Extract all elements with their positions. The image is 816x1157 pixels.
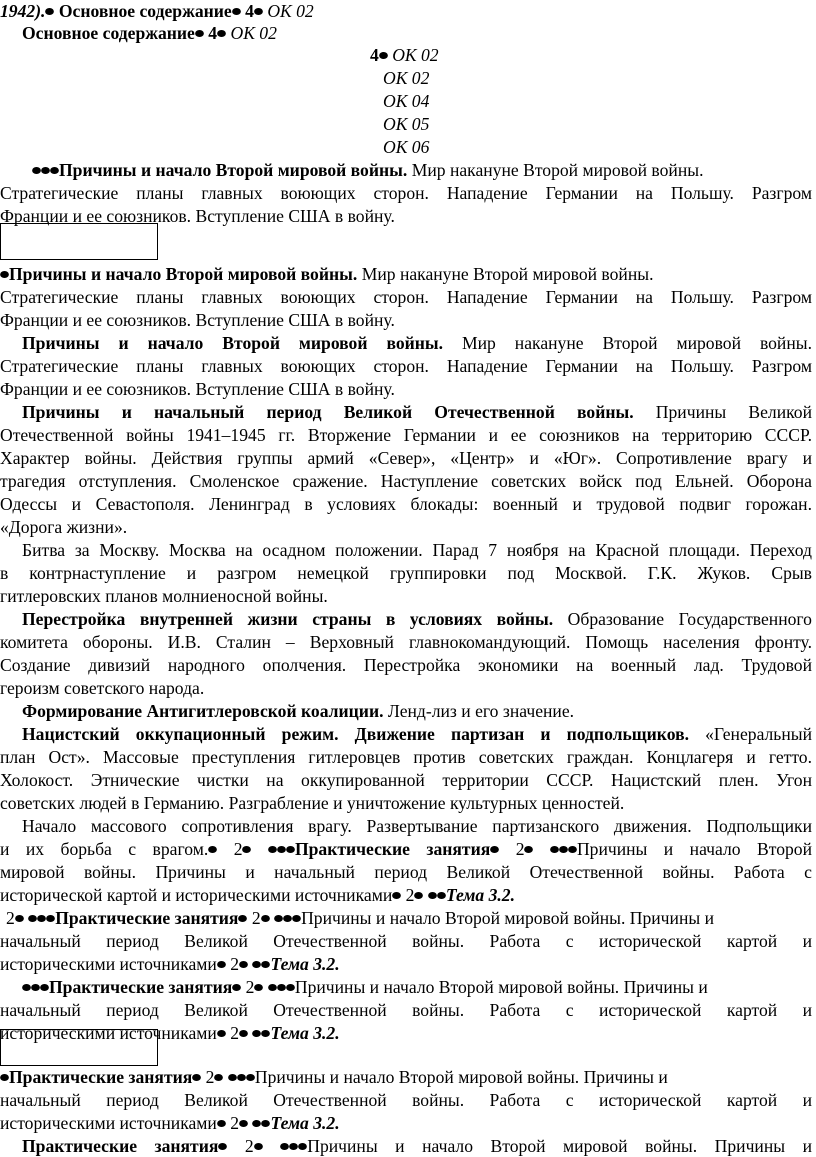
resistance-line-3: мировой войны. Причины и начальный период Великой Отечественной войны. Работа с — [0, 862, 812, 882]
bullet-dot-icon — [428, 892, 437, 899]
gpw-title-line — [0, 401, 812, 423]
practice-line-3a — [0, 1066, 812, 1088]
bullet-dot-icon — [192, 1074, 201, 1081]
practice-text: Причины и начало Второй мировой войны. Причины и — [294, 977, 708, 997]
competence-code: ОК 02 — [230, 23, 277, 43]
moscow-line-2: в контрнаступление и разгром немецкой группировки под Москвой. Г.К. Жуков. Срыв — [0, 563, 812, 583]
moscow-line-3: гитлеровских планов молниеносной войны. — [0, 586, 328, 606]
bullet-dot-icon — [239, 915, 248, 922]
practice-label: Практические занятия — [49, 977, 233, 997]
practice-text: историческими источниками — [0, 954, 217, 974]
bullet-dot-icon — [215, 1074, 224, 1081]
resistance-line-2 — [0, 838, 812, 860]
practice-line-3c — [0, 1112, 812, 1134]
bullet-dot-icon — [277, 846, 286, 853]
bullet-dot-icon — [298, 1143, 307, 1150]
bullet-dot-icon — [243, 846, 252, 853]
bullet-dot-icon — [292, 915, 301, 922]
bullet-dot-icon — [40, 984, 49, 991]
ww2-text-line-2b: Стратегические планы главных воюющих сторон. Нападение Германии на Польшу. Разгром — [0, 287, 812, 307]
header-line-1 — [0, 0, 812, 22]
practice-line-2b: начальный период Великой Отечественной войны. Работа с исторической картой и — [0, 1000, 812, 1020]
practice-line-4a — [0, 1135, 812, 1157]
bullet-dot-icon — [232, 984, 241, 991]
ww2-text-line-3b: Франции и ее союзников. Вступление США в войну. — [0, 310, 395, 330]
topic-text: Мир накануне Второй мировой войны. — [361, 264, 654, 284]
bullet-dot-icon — [261, 915, 270, 922]
bullet-dot-icon — [0, 271, 9, 278]
bullet-dot-icon — [415, 892, 424, 899]
bullet-dot-icon — [277, 984, 286, 991]
practice-text: Причины и начало Второй мировой войны. Причины и — [254, 1067, 668, 1087]
practice-text: Причины и начало Второй мировой войны. Причины и — [301, 908, 714, 928]
topic-title: Причины и начало Второй мировой войны. — [59, 160, 408, 180]
topic-text: Мир накануне Второй мировой войны. — [411, 160, 704, 180]
occupation-line-1: план Ост». Массовые преступления гитлеровцев против советских граждан. Концлагеря и гетто. — [0, 747, 812, 767]
topic-title: Причины и начало Второй мировой войны. — [9, 264, 358, 284]
bullet-dot-icon — [0, 1074, 9, 1081]
bullet-dot-icon — [37, 915, 46, 922]
topic-text: Причины Великой — [655, 402, 812, 422]
practice-text: Причины и начало Второй мировой войны. Причины и — [307, 1136, 813, 1156]
bullet-dot-icon — [208, 846, 217, 853]
bullet-dot-icon — [253, 961, 262, 968]
restructuring-line-1: комитета обороны. И.В. Сталин – Верховный главнокомандующий. Помощь населения фронту. — [0, 632, 812, 652]
bullet-dot-icon — [239, 961, 248, 968]
hours-value: 2 — [515, 839, 525, 859]
topic-title: Причины и начальный период Великой Отечественной войны. — [22, 402, 634, 422]
hours-value: 2 — [230, 1023, 240, 1043]
topic-ref: Тема 3.2. — [445, 885, 515, 905]
topic-ref: Тема 3.2. — [270, 1113, 340, 1133]
ww2-text-line-2: Стратегические планы главных воюющих сторон. Нападение Германии на Польшу. Разгром — [0, 183, 812, 203]
practice-text: исторической картой и историческими источниками — [0, 885, 393, 905]
bullet-dot-icon — [286, 984, 295, 991]
hours-value: 4 — [208, 23, 218, 43]
occupation-line-2: Холокост. Этнические чистки на оккупированной территории СССР. Нацистский плен. Угон — [0, 770, 812, 790]
restructuring-line-2: Создание дивизий народного ополчения. Перестройка экономики на военный лад. Трудовой — [0, 655, 812, 675]
bullet-dot-icon — [232, 8, 241, 15]
bullet-dot-icon — [253, 1030, 262, 1037]
occupation-title-line — [0, 723, 812, 745]
bullet-dot-icon — [239, 1030, 248, 1037]
bullet-dot-icon — [286, 846, 295, 853]
main-content-label: Основное содержание — [58, 1, 232, 21]
restructuring-title-line — [0, 608, 812, 630]
hours-value: 4 — [245, 1, 254, 21]
bullet-dot-icon — [255, 984, 264, 991]
practice-line-1c — [0, 953, 812, 975]
bullet-dot-icon — [280, 1143, 289, 1150]
practice-line-1a — [6, 907, 812, 929]
competence-ok06: ОК 06 — [383, 137, 430, 157]
competence-ok05: ОК 05 — [383, 114, 430, 134]
bullet-dot-icon — [50, 167, 59, 174]
coalition-line — [0, 700, 812, 722]
bullet-dot-icon — [283, 915, 292, 922]
header-line-2 — [0, 22, 812, 44]
bullet-dot-icon — [41, 167, 50, 174]
bullet-dot-icon — [437, 892, 446, 899]
bullet-dot-icon — [217, 30, 226, 37]
bullet-dot-icon — [217, 1120, 226, 1127]
bullet-dot-icon — [254, 1143, 263, 1150]
practice-line-3b: начальный период Великой Отечественной войны. Работа с исторической картой и — [0, 1090, 812, 1110]
hours-value: 2 — [205, 1067, 215, 1087]
bullet-dot-icon — [246, 1074, 255, 1081]
ww2-text-line-3: Франции и ее союзников. Вступление США в войну. — [0, 206, 395, 226]
bullet-dot-icon — [268, 846, 277, 853]
topic-title: Причины и начало Второй мировой войны. — [22, 333, 444, 353]
main-content-label: Основное содержание — [22, 23, 195, 43]
ww2-title-line-1 — [32, 159, 703, 181]
empty-table-cell — [0, 223, 158, 260]
bullet-dot-icon — [237, 1074, 246, 1081]
hours-value: 2 — [245, 977, 255, 997]
bullet-dot-icon — [239, 1120, 248, 1127]
practice-label: Практические занятия — [22, 1136, 219, 1156]
practice-label: Практические занятия — [55, 908, 239, 928]
ww2-text-line-2c: Стратегические планы главных воюющих сторон. Нападение Германии на Польшу. Разгром — [0, 356, 812, 376]
ww2-title-line-2 — [0, 263, 812, 285]
topic-text: Образование Государственного — [567, 609, 812, 629]
bullet-dot-icon — [22, 984, 31, 991]
bullet-dot-icon — [392, 892, 401, 899]
bullet-dot-icon — [46, 8, 55, 15]
ww2-text-line-3c: Франции и ее союзников. Вступление США в войну. — [0, 379, 395, 399]
topic-title: Нацистский оккупационный режим. Движение партизан и подпольщиков. — [22, 724, 689, 744]
bullet-dot-icon — [195, 30, 204, 37]
topic-ref: Тема 3.2. — [270, 1023, 340, 1043]
hours-value: 2 — [244, 1136, 254, 1156]
topic-title: Перестройка внутренней жизни страны в условиях войны. — [22, 609, 554, 629]
hours-value: 2 — [251, 908, 261, 928]
bullet-dot-icon — [228, 1074, 237, 1081]
bullet-dot-icon — [253, 1120, 262, 1127]
year-ref: 1942). — [0, 1, 46, 21]
competence-ok02: ОК 02 — [383, 68, 430, 88]
competence-ok04: ОК 04 — [383, 91, 430, 111]
practice-text: историческими источниками — [0, 1023, 217, 1043]
bullet-dot-icon — [46, 915, 55, 922]
bullet-dot-icon — [559, 846, 568, 853]
topic-title: Формирование Антигитлеровской коалиции. — [22, 701, 384, 721]
hours-value: 2 — [233, 839, 243, 859]
bullet-dot-icon — [15, 915, 24, 922]
gpw-line-4: Одессы и Севастополя. Ленинград в условиях блокады: военный и трудовой подвиг горожан. — [0, 494, 812, 514]
bullet-dot-icon — [568, 846, 577, 853]
bullet-dot-icon — [289, 1143, 298, 1150]
bullet-dot-icon — [525, 846, 534, 853]
hours-value: 2 — [405, 885, 415, 905]
resistance-line-4 — [0, 884, 812, 906]
bullet-dot-icon — [550, 846, 559, 853]
bullet-dot-icon — [274, 915, 283, 922]
topic-ref: Тема 3.2. — [270, 954, 340, 974]
practice-line-2a — [22, 976, 812, 998]
topic-text: «Генеральный — [705, 724, 812, 744]
practice-label: Практические занятия — [294, 839, 491, 859]
gpw-line-2: Характер войны. Действия группы армий «Север», «Центр» и «Юг». Сопротивление врагу и — [0, 448, 812, 468]
hours-value: 4 — [370, 45, 379, 65]
bullet-dot-icon — [254, 8, 263, 15]
bullet-dot-icon — [219, 1143, 228, 1150]
gpw-line-5: «Дорога жизни». — [0, 517, 128, 537]
practice-line-1b: начальный период Великой Отечественной войны. Работа с исторической картой и — [0, 931, 812, 951]
occupation-line-3: советских людей в Германию. Разграбление и уничтожение культурных ценностей. — [0, 793, 625, 813]
bullet-dot-icon — [490, 846, 499, 853]
gpw-line-3: трагедия отступления. Смоленское сражение. Наступление советских войск под Ельней. Оборона — [0, 471, 812, 491]
hours-value: 2 — [6, 908, 15, 928]
bullet-dot-icon — [217, 961, 226, 968]
hours-value: 2 — [230, 1113, 240, 1133]
header-line-3 — [370, 44, 439, 66]
restructuring-line-3: героизм советского народа. — [0, 678, 205, 698]
topic-text: и их борьба с врагом. — [0, 839, 209, 859]
practice-label: Практические занятия — [9, 1067, 193, 1087]
gpw-line-1: Отечественной войны 1941–1945 гг. Вторжение Германии и ее союзников на территорию СССР. — [0, 425, 812, 445]
practice-text: историческими источниками — [0, 1113, 217, 1133]
bullet-dot-icon — [31, 984, 40, 991]
practice-text: Причины и начало Второй — [576, 839, 813, 859]
bullet-dot-icon — [268, 984, 277, 991]
competence-code: ОК 02 — [392, 45, 439, 65]
topic-text: Мир накануне Второй мировой войны. — [462, 333, 812, 353]
empty-table-cell — [0, 1029, 158, 1066]
competence-code: ОК 02 — [267, 1, 314, 21]
bullet-dot-icon — [28, 915, 37, 922]
bullet-dot-icon — [32, 167, 41, 174]
moscow-line-1: Битва за Москву. Москва на осадном положении. Парад 7 ноября на Красной площади. Переход — [22, 540, 812, 560]
ww2-title-line-3 — [0, 332, 812, 354]
resistance-line-1: Начало массового сопротивления врагу. Развертывание партизанского движения. Подпольщики — [22, 816, 812, 836]
topic-text: Ленд-лиз и его значение. — [387, 701, 575, 721]
bullet-dot-icon — [217, 1030, 226, 1037]
hours-value: 2 — [230, 954, 240, 974]
bullet-dot-icon — [379, 52, 388, 59]
